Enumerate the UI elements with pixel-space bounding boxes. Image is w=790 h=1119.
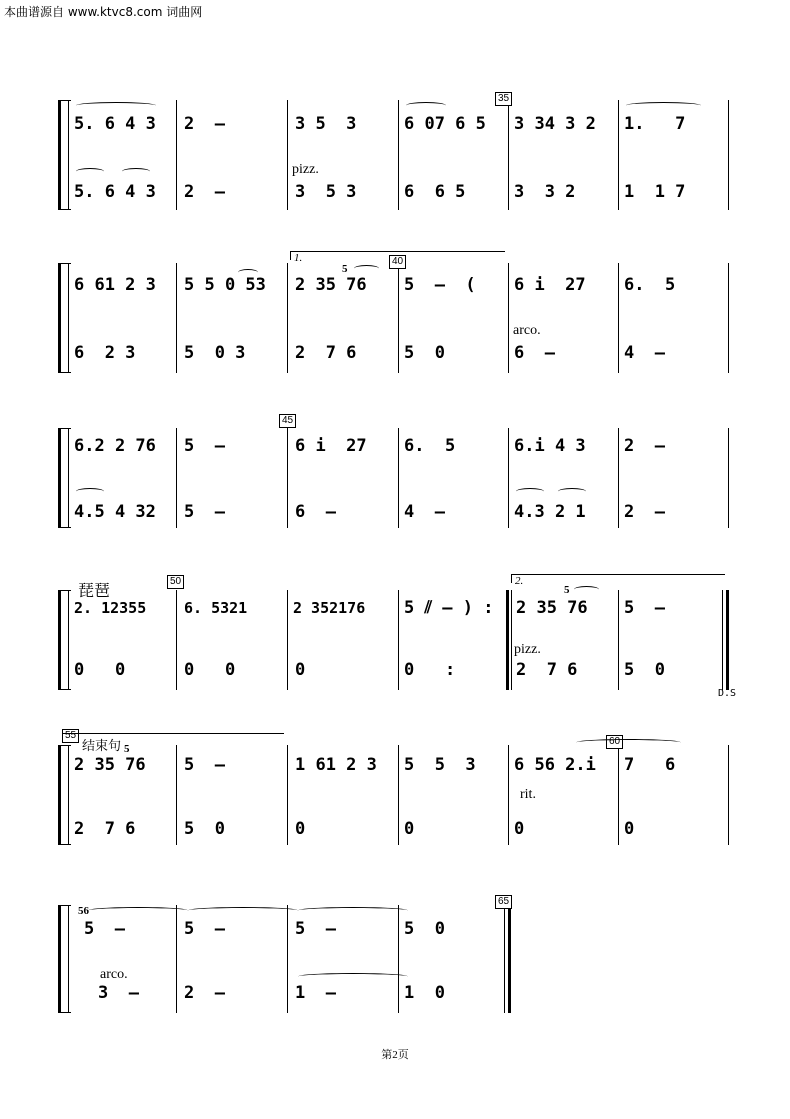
measure: 5 ⫽ – ) : [404,598,494,618]
measure: 0 [295,819,306,839]
measure: 2 – [184,983,225,1003]
measure: 6 – [514,343,555,363]
measure: 5. 6 4 3 [74,114,156,134]
dal-segno-marking: D.S [718,688,737,699]
measure: 1. 7 [624,114,686,134]
measure: 5. 6 4 3 [74,182,156,202]
measure: 2 – [184,114,225,134]
score-system-1 [58,93,748,210]
measure: 3 5 3 [295,114,357,134]
score-system-3 [58,415,748,528]
measure: 1 0 [404,983,445,1003]
measure: 3 – [98,983,139,1003]
measure: 0 [295,660,306,680]
measure: 0 [514,819,525,839]
rehearsal-mark-50: 50 [167,575,184,589]
measure: 5 – [184,436,225,456]
grace-note: 56 [78,905,89,917]
measure: 5 – [624,598,665,618]
score-system-6 [58,896,528,1013]
volta-label: 1. [294,252,303,264]
measure: 6 – [295,502,336,522]
measure: 2 – [184,182,225,202]
measure: 6 07 6 5 [404,114,486,134]
measure: 2 352176 [293,599,366,617]
measure: 5 0 [404,343,445,363]
measure: 6. 5 [404,436,456,456]
pipa-marking: 琵琶 [78,581,111,600]
ritardando-marking: rit. [520,787,536,802]
measure: 2 7 6 [74,819,136,839]
measure: 2 7 6 [516,660,578,680]
page-number: 第2页 [381,1049,409,1061]
measure: 7 6 [624,755,676,775]
measure: 3 34 3 2 [514,114,596,134]
measure: 2 – [624,436,665,456]
measure: 5 – [184,919,225,939]
measure: 2 – [624,502,665,522]
measure: 6 56 2.i [514,755,596,775]
pizz-marking: pizz. [292,162,319,177]
measure: 1 61 2 3 [295,755,377,775]
measure: 3 5 3 [295,182,357,202]
measure: 6.2 2 76 [74,436,156,456]
volta-bracket-2 [511,574,725,587]
measure: 0 [624,819,635,839]
coda-bracket [62,733,284,734]
measure: 6 2 3 [74,343,136,363]
measure: 5 0 3 [184,343,246,363]
measure: 6 i 27 [514,275,586,295]
measure: 1 – [295,983,336,1003]
measure: 5 5 0 53 [184,275,266,295]
measure: 6 6 5 [404,182,466,202]
measure: 4 – [404,502,445,522]
score-system-4 [58,575,748,699]
score-system-2 [58,252,748,373]
measure: 2 35 76 [516,598,588,618]
measure: 6 61 2 3 [74,275,156,295]
source-header: 本曲谱源自 www.ktvc8.com 词曲网 [4,5,203,19]
rehearsal-mark-35: 35 [495,92,512,106]
measure: 4.3 2 1 [514,502,586,522]
rehearsal-mark-45: 45 [279,414,296,428]
measure: 6.i 4 3 [514,436,586,456]
pizz-marking: pizz. [514,642,541,657]
score-system-5 [58,730,748,845]
measure: 5 – [295,919,336,939]
measure: 5 0 [184,819,225,839]
measure: 3 3 2 [514,182,576,202]
measure: 4 – [624,343,665,363]
measure: 0 : [404,660,456,680]
rehearsal-mark-40: 40 [389,255,406,269]
measure: 2 35 76 [295,275,367,295]
measure: 4.5 4 32 [74,502,156,522]
measure: 1 1 7 [624,182,686,202]
measure: 2 35 76 [74,755,146,775]
measure: 5 5 3 [404,755,476,775]
measure: 0 [404,819,415,839]
volta-label: 2. [515,575,524,587]
rehearsal-mark-60: 60 [606,735,623,749]
rehearsal-mark-55: 55 [62,729,79,743]
measure: 5 – ( [404,275,476,295]
arco-marking: arco. [513,323,541,338]
grace-note: 5 [342,263,348,275]
measure: 0 0 [74,660,126,680]
measure: 6. 5 [624,275,676,295]
measure: 5 0 [404,919,445,939]
measure: 2. 12355 [74,599,147,617]
measure: 6. 5321 [184,599,248,617]
measure: 2 7 6 [295,343,357,363]
measure: 5 0 [624,660,665,680]
ending-phrase-label: 结束句 [82,739,122,754]
measure: 0 0 [184,660,236,680]
measure: 5 – [184,502,225,522]
grace-note: 5 [564,584,570,596]
arco-marking: arco. [100,967,128,982]
measure: 5 – [184,755,225,775]
grace-note: 5 [124,743,130,755]
measure: 6 i 27 [295,436,367,456]
measure: 5 – [84,919,125,939]
rehearsal-mark-65: 65 [495,895,512,909]
